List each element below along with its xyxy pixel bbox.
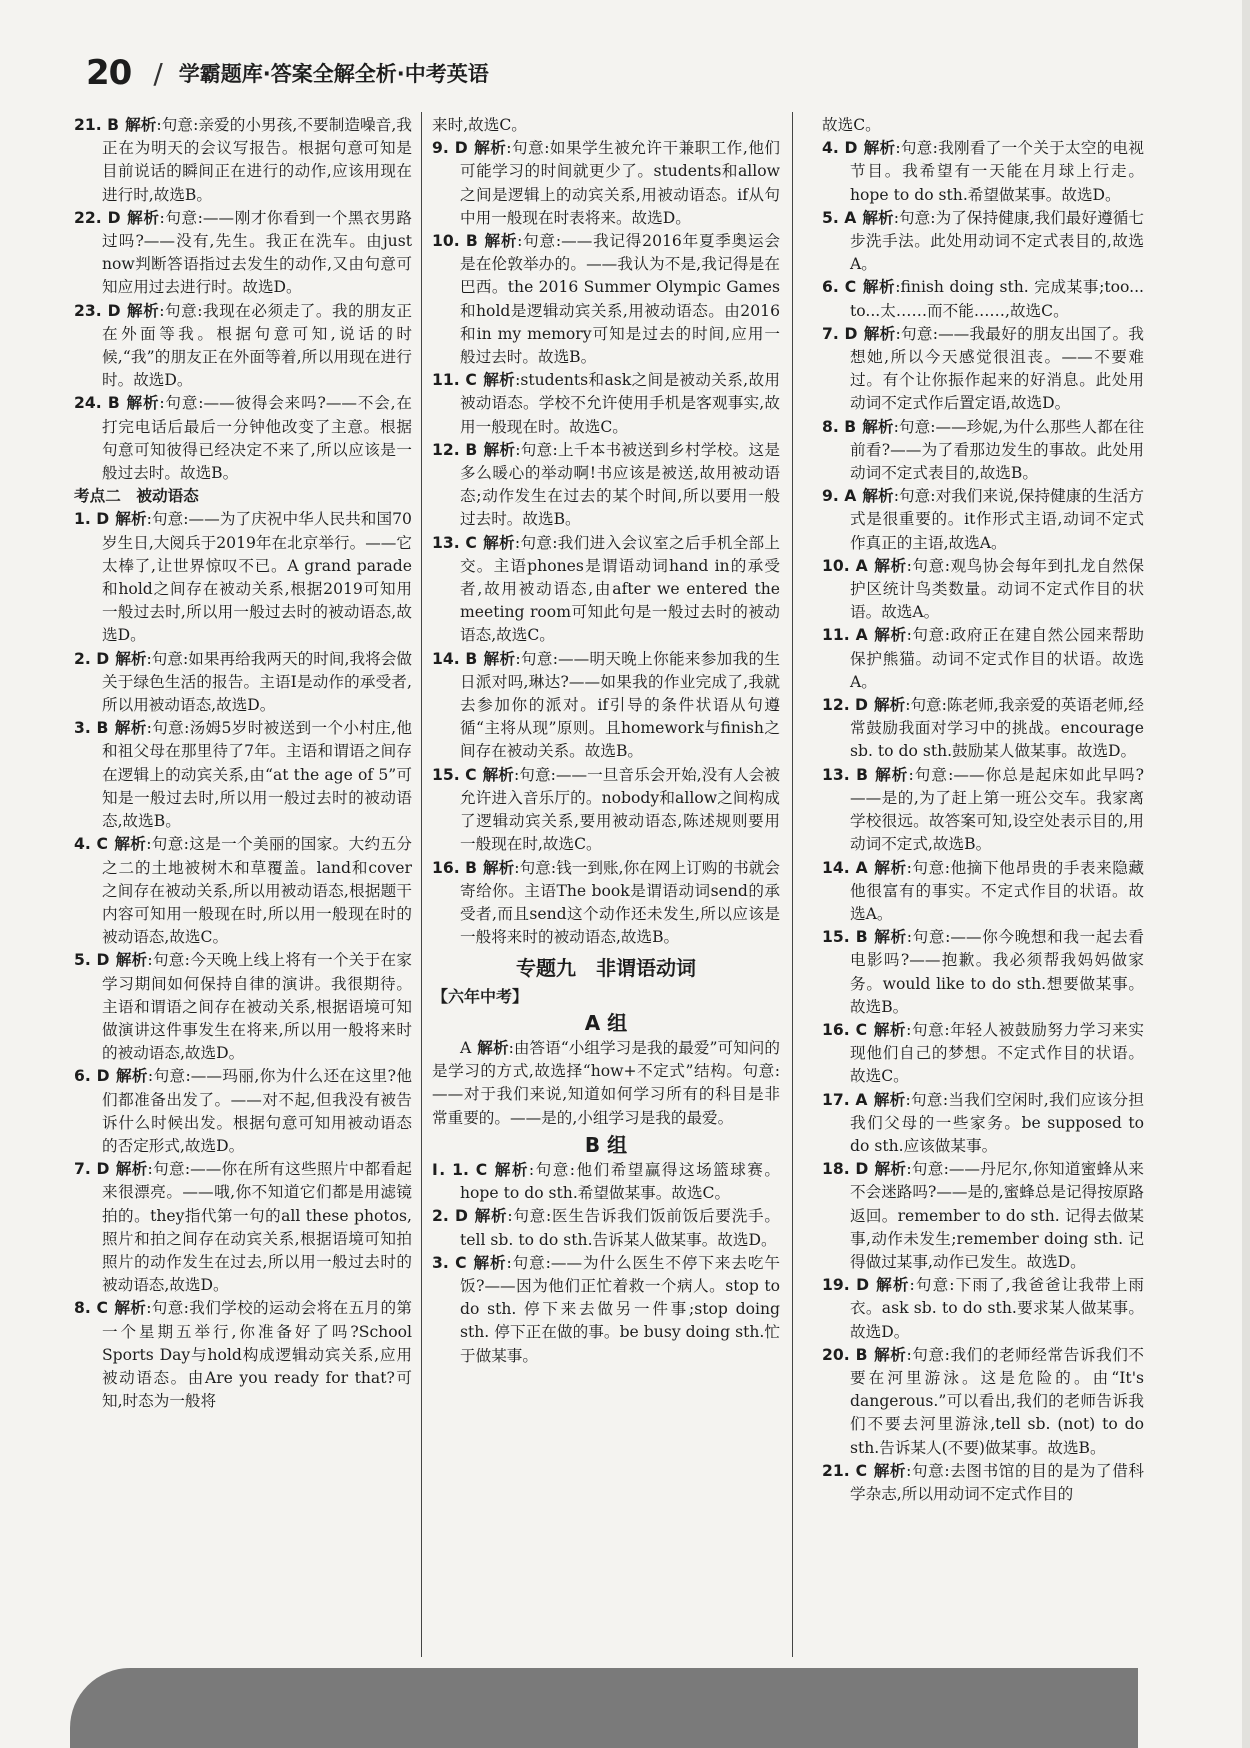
answer-item: 16. C 解析:句意:年轻人被鼓励努力学习来实现他们自己的梦想。不定式作目的状语。故选C。: [822, 1020, 1144, 1086]
book-title: 学霸题库·答案全解全析·中考英语: [178, 62, 489, 86]
column-divider-2: [792, 112, 793, 1657]
answer-item: 10. A 解析:句意:观鸟协会每年到扎龙自然保护区统计鸟类数量。动词不定式作目的状语。故选A。: [822, 556, 1144, 622]
answer-item: 13. B 解析:句意:——你总是起床如此早吗?——是的,为了赶上第一班公交车。我家离学校很远。故答案可知,设空处表示目的,用动词不定式,故选B。: [822, 765, 1144, 854]
topic-title: 专题九 非谓语动词: [516, 956, 696, 981]
answer-item: 12. B 解析:句意:上千本书被送到乡村学校。这是多么暖心的举动啊!书应该是被送,故用被动语态;动作发生在过去的某个时间,所以要用一般过去时。故选B。: [432, 440, 780, 529]
answer-item: 17. A 解析:句意:当我们空闲时,我们应该分担我们父母的一些家务。be supposed to do sth.应该做某事。: [822, 1090, 1144, 1155]
continuation-text: 故选C。: [822, 116, 881, 134]
answer-item: 5. A 解析:句意:为了保持健康,我们最好遵循七步洗手法。此处用动词不定式表目的,故选A。: [822, 208, 1144, 274]
answer-item: 3. C 解析:句意:——为什么医生不停下来去吃午饭?——因为他们正忙着救一个病人。stop to do sth. 停下来去做另一件事;stop doing sth. 停下正在做的事。be busy doing sth.忙于做某事。: [432, 1253, 780, 1365]
column-1: [74, 114, 412, 1413]
page-edge: [1242, 0, 1250, 1748]
answer-item: 13. C 解析:句意:我们进入会议室之后手机全部上交。主语phones是谓语动词hand in的承受者,故用被动语态,由after we entered the meeting room可知此句是一般过去时的被动语态,故选C。: [432, 533, 780, 645]
answer-item: 7. D 解析:句意:——你在所有这些照片中都看起来很漂亮。——哦,你不知道它们都是用滤镜拍的。they指代第一句的all these photos,照片和拍之间存在动宾关系,根据语境可知拍照片的动作发生在过去,所以用一般过去时的被动语态,故选D。: [74, 1160, 412, 1295]
answer-item: 6. C 解析:finish doing sth. 完成某事;too... to...太……而不能……,故选C。: [822, 278, 1144, 320]
group-a-heading: A 组: [584, 1010, 628, 1035]
answer-item: 7. D 解析:句意:——我最好的朋友出国了。我想她,所以今天感觉很沮丧。——不要难过。有个让你振作起来的好消息。此处用动词不定式作后置定语,故选D。: [822, 324, 1144, 413]
answer-item: 11. A 解析:句意:政府正在建自然公园来帮助保护熊猫。动词不定式作目的状语。故选A。: [822, 626, 1144, 691]
answer-item: 18. D 解析:句意:——丹尼尔,你知道蜜蜂从来不会迷路吗?——是的,蜜蜂总是记得按原路返回。remember to do sth. 记得去做某事,动作未发生;remember doing sth. 记得做过某事,动作已发生。故选D。: [822, 1160, 1145, 1271]
section-heading: 考点二 被动语态: [74, 487, 199, 506]
answer-item: 15. B 解析:句意:——你今晚想和我一起去看电影吗?——抱歉。我必须帮我妈妈做家务。would like to do sth.想要做某事。故选B。: [822, 928, 1144, 1016]
answer-item: 9. A 解析:句意:对我们来说,保持健康的生活方式是很重要的。it作形式主语,动词不定式作真正的主语,故选A。: [822, 487, 1144, 552]
answer-item: 8. C 解析:句意:我们学校的运动会将在五月的第一个星期五举行,你准备好了吗?School Sports Day与hold构成逻辑动宾关系,应用被动语态。由Are you ready for that?可知,时态为一般将: [74, 1299, 412, 1411]
answer-item: 4. D 解析:句意:我刚看了一个关于太空的电视节目。我希望有一天能在月球上行走。hope to do sth.希望做某事。故选D。: [822, 139, 1144, 204]
answer-item: 8. B 解析:句意:——珍妮,为什么那些人都在往前看?——为了看那边发生的事故。此处用动词不定式表目的,故选B。: [822, 417, 1144, 483]
column-divider-1: [421, 112, 422, 1657]
footer-band: [70, 1668, 1138, 1748]
answer-item: 2. D 解析:句意:如果再给我两天的时间,我将会做关于绿色生活的报告。主语I是动作的承受者,所以用被动语态,故选D。: [74, 649, 412, 715]
answer-item: 21. B 解析:句意:亲爱的小男孩,不要制造噪音,我正在为明天的会议写报告。根据句意可知是目前说话的瞬间正在进行的动作,应该用现在进行时,故选B。: [74, 116, 412, 204]
answer-item: 4. C 解析:句意:这是一个美丽的国家。大约五分之二的土地被树木和草覆盖。land和cover之间存在被动关系,所以用被动语态,根据题干内容可知用一般现在时,所以用一般现在时的被动语态,故选C。: [74, 835, 412, 947]
answer-item: 9. D 解析:句意:如果学生被允许干兼职工作,他们可能学习的时间就更少了。students和allow之间是逻辑上的动宾关系,用被动语态。if从句中用一般现在时表将来。故选D。: [432, 139, 780, 227]
answer-item: 5. D 解析:句意:今天晚上线上将有一个关于在家学习期间如何保持自律的演讲。我很期待。主语和谓语之间存在被动关系,根据语境可知做演讲这件事发生在将来,所以用一般将来时的被动语态,故选D。: [74, 951, 412, 1063]
group-b-heading: B 组: [584, 1132, 628, 1157]
answer-item: 24. B 解析:句意:——彼得会来吗?——不会,在打完电话后最后一分钟他改变了主意。根据句意可知彼得已经决定不来了,所以应该是一般过去时。故选B。: [74, 394, 412, 483]
answer-item: 10. B 解析:句意:——我记得2016年夏季奥运会是在伦敦举办的。——我认为不是,我记得是在巴西。the 2016 Summer Olympic Games和hold是逻辑动宾关系,用被动语态。由2016和in my memory可知是过去的时间,应用一般过去时。故选B。: [432, 232, 780, 367]
answer-item: 6. D 解析:句意:——玛丽,你为什么还在这里?他们都准备出发了。——对不起,但我没有被告诉什么时候出发。根据句意可知用被动语态的否定形式,故选D。: [74, 1067, 412, 1155]
column-3: [822, 114, 1144, 1506]
answer-item: 12. D 解析:句意:陈老师,我亲爱的英语老师,经常鼓励我面对学习中的挑战。encourage sb. to do sth.鼓励某人做某事。故选D。: [822, 696, 1144, 761]
column-2: [432, 114, 780, 1368]
answer-item: 22. D 解析:句意:——刚才你看到一个黑衣男路过吗?——没有,先生。我正在洗车。由just now判断答语指过去发生的动作,又由句意可知应用过去进行时。故选D。: [74, 208, 412, 297]
group-a-answer: A 解析:由答语“小组学习是我的最爱”可知问的是学习的方式,故选择“how+不定式”结构。句意:——对于我们来说,知道如何学习所有的科目是非常重要的。——是的,小组学习是我的最爱。: [432, 1038, 780, 1127]
continuation-text: 来时,故选C。: [432, 116, 527, 134]
page-header: [86, 48, 489, 98]
answer-item: 23. D 解析:句意:我现在必须走了。我的朋友正在外面等我。根据句意可知,说话的时候,“我”的朋友正在外面等着,所以用现在进行时。故选D。: [74, 301, 412, 390]
answer-item: 16. B 解析:句意:钱一到账,你在网上订购的书就会寄给你。主语The book是谓语动词send的承受者,而且send这个动作还未发生,所以应该是一般将来时的被动语态,故选B。: [432, 858, 780, 947]
answer-item: 2. D 解析:句意:医生告诉我们饭前饭后要洗手。tell sb. to do sth.告诉某人做某事。故选D。: [432, 1207, 780, 1249]
answer-item: 14. A 解析:句意:他摘下他昂贵的手表来隐藏他很富有的事实。不定式作目的状语。故选A。: [822, 858, 1144, 923]
answer-item: 14. B 解析:句意:——明天晚上你能来参加我的生日派对吗,琳达?——如果我的作业完成了,我就去参加你的派对。if引导的条件状语从句遵循“主将从现”原则。且homework与finish之间存在被动关系。故选B。: [432, 649, 780, 761]
answer-item: Ⅰ. 1. C 解析:句意:他们希望赢得这场篮球赛。hope to do sth.希望做某事。故选C。: [432, 1160, 780, 1203]
answer-item: 11. C 解析:students和ask之间是被动关系,故用被动语态。学校不允许使用手机是客观事实,故用一般现在时。故选C。: [432, 371, 780, 436]
answer-item: 21. C 解析:句意:去图书馆的目的是为了借科学杂志,所以用动词不定式作目的: [822, 1461, 1144, 1503]
answer-item: 15. C 解析:句意:——一旦音乐会开始,没有人会被允许进入音乐厅的。nobody和allow之间构成了逻辑动宾关系,要用被动语态,陈述规则要用一般现在时,故选C。: [432, 765, 780, 854]
answer-item: 19. D 解析:句意:下雨了,我爸爸让我带上雨衣。ask sb. to do sth.要求某人做某事。故选D。: [822, 1276, 1145, 1341]
answer-item: 20. B 解析:句意:我们的老师经常告诉我们不要在河里游泳。这是危险的。由“It's dangerous.”可以看出,我们的老师告诉我们不要去河里游泳,tell sb. (not) to do sth.告诉某人(不要)做某事。故选B。: [822, 1345, 1144, 1457]
answer-item: 1. D 解析:句意:——为了庆祝中华人民共和国70岁生日,大阅兵于2019年在北京举行。——它太棒了,让世界惊叹不已。A grand parade和hold之间存在被动关系,根据2019可知用一般过去时,所以用一般过去时的被动语态,故选D。: [74, 510, 412, 645]
bracket-heading: 【六年中考】: [432, 986, 529, 1006]
header-separator: /: [153, 56, 163, 90]
answer-item: 3. B 解析:句意:汤姆5岁时被送到一个小村庄,他和祖父母在那里待了7年。主语和谓语之间存在逻辑上的动宾关系,由“at the age of 5”可知是一般过去时,所以用一般过去时的被动语态,故选B。: [74, 719, 412, 831]
page-number: 20: [86, 53, 132, 93]
